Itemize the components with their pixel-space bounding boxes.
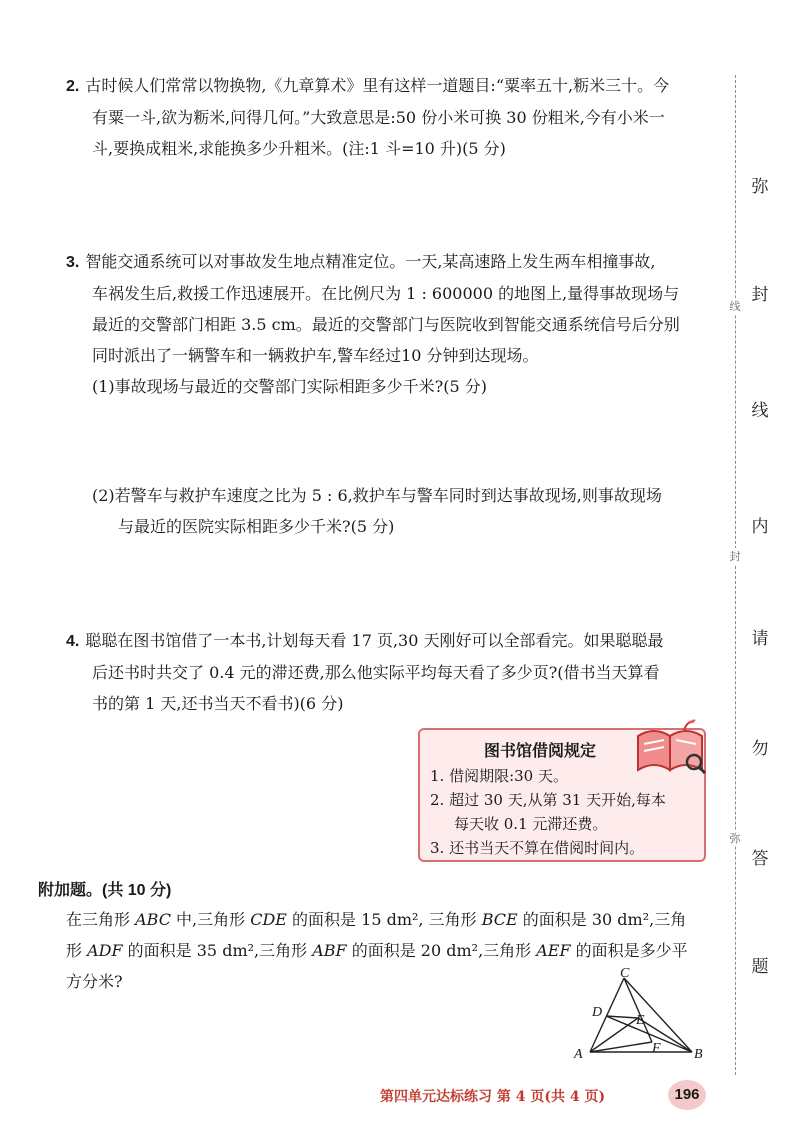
segment-CF [624, 978, 652, 1042]
sub-question-1: (1)事故现场与最近的交警部门实际相距多少千米?(5 分) [92, 377, 487, 396]
margin-char: 勿 [751, 739, 769, 759]
label-D: D [592, 1005, 603, 1020]
question-text-line: 同时派出了一辆警车和一辆救护车,警车经过10 分钟到达现场。 [92, 346, 539, 365]
sub-question-2 [92, 480, 662, 542]
label-F: F [652, 1041, 661, 1056]
triangle-figure [566, 968, 716, 1060]
rule-item: 3. 还书当天不算在借阅时间内。 [430, 839, 645, 857]
question-text-line: 聪聪在图书馆借了一本书,计划每天看 17 页,30 天刚好可以全部看完。如果聪聪最 [85, 631, 664, 650]
rules-title: 图书馆借阅规定 [483, 743, 596, 760]
question-number: 3. [66, 254, 80, 271]
question-text-line: 有粟一斗,欲为粝米,问得几何。”大致意思是:50 份小米可换 30 份粗米,今有小米一 [92, 108, 665, 127]
bonus-line-2: 形 ADF 的面积是 35 dm²,三角形 ABF 的面积是 20 dm²,三角形 AEF 的面积是多少平 [66, 941, 688, 960]
margin-char: 内 [751, 517, 769, 537]
margin-small-mark: 弥 [729, 832, 741, 845]
question-4 [66, 625, 664, 719]
rule-item: 每天收 0.1 元滞还费。 [454, 815, 608, 833]
question-text-line: 后还书时共交了 0.4 元的滞还费,那么他实际平均每天看了多少页?(借书当天算看 [92, 663, 660, 682]
question-text-line: (2)若警车与救护车速度之比为 5 : 6,救护车与警车同时到达事故现场,则事故现场 [92, 486, 662, 505]
book-icon [632, 718, 708, 774]
rule-item: 2. 超过 30 天,从第 31 天开始,每本 [430, 791, 666, 809]
question-2 [66, 70, 669, 164]
margin-char: 封 [751, 285, 769, 305]
question-text-line: 与最近的医院实际相距多少千米?(5 分) [118, 517, 395, 536]
margin-char: 请 [751, 629, 769, 649]
margin-char: 答 [751, 849, 769, 869]
label-A: A [574, 1047, 583, 1060]
margin-char: 线 [751, 401, 769, 421]
bonus-line-1: 在三角形 ABC 中,三角形 CDE 的面积是 15 dm², 三角形 BCE 的面积是 30 dm²,三角 [66, 910, 687, 929]
margin-small-mark: 封 [729, 550, 741, 563]
margin-char: 题 [751, 957, 769, 977]
label-E: E [636, 1013, 645, 1028]
question-text-line: 斗,要换成粗米,求能换多少升粗米。(注:1 斗=10 升)(5 分) [92, 139, 506, 158]
margin-small-mark: 线 [729, 300, 741, 313]
footer-text: 第四单元达标练习 第 4 页(共 4 页) [380, 1089, 606, 1105]
binding-dashed-line [735, 75, 736, 1075]
segment-AF [590, 1042, 652, 1052]
question-number: 4. [66, 633, 80, 650]
question-3 [66, 246, 680, 402]
page-number-badge: 196 [668, 1080, 706, 1110]
question-text-line: 书的第 1 天,还书当天不看书)(6 分) [92, 694, 344, 713]
question-text-line: 车祸发生后,救援工作迅速展开。在比例尺为 1 : 600000 的地图上,量得事故现场与 [92, 284, 680, 303]
question-text-line: 智能交通系统可以对事故发生地点精准定位。一天,某高速路上发生两车相撞事故, [85, 252, 656, 271]
bonus-line-3: 方分米? [66, 972, 123, 991]
bonus-title: 附加题。(共 10 分) [38, 882, 172, 899]
question-text-line: 古时候人们常常以物换物,《九章算术》里有这样一道题目:“粟率五十,粝米三十。今 [85, 76, 670, 95]
rule-item: 1. 借阅期限:30 天。 [430, 767, 568, 785]
question-text-line: 最近的交警部门相距 3.5 cm。最近的交警部门与医院收到智能交通系统信号后分别 [92, 315, 680, 334]
margin-char: 弥 [751, 177, 769, 197]
label-C: C [620, 968, 630, 981]
label-B: B [694, 1047, 703, 1060]
question-number: 2. [66, 78, 80, 95]
